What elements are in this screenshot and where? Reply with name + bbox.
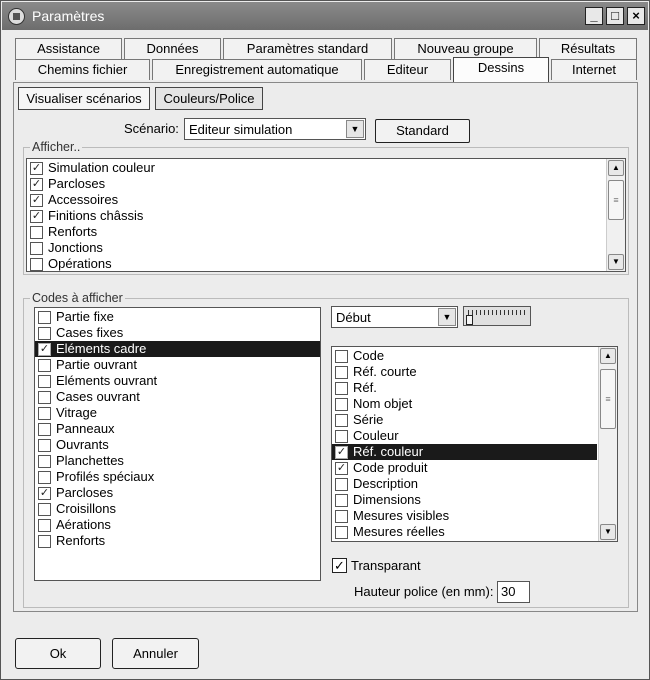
list-item[interactable] [332, 492, 597, 508]
checkbox[interactable]: ✓ [31, 194, 42, 206]
list-item-label: Finitions châssis [48, 208, 144, 223]
checkbox[interactable] [38, 375, 51, 388]
checkbox[interactable]: ✓ [39, 487, 50, 499]
list-item[interactable] [35, 469, 320, 485]
tab-parametres-standard[interactable]: Paramètres standard [223, 38, 392, 59]
checkbox[interactable]: ✓ [31, 162, 42, 174]
font-height-label: Hauteur police (en mm): [354, 584, 494, 599]
checkbox[interactable] [335, 414, 348, 427]
list-item-label: Réf. courte [353, 364, 417, 379]
scenario-value: Editeur simulation [189, 122, 293, 137]
checkbox[interactable]: ✓ [336, 462, 347, 474]
slider-knob[interactable] [466, 315, 473, 325]
list-item-label: Vitrage [56, 405, 97, 420]
checkbox[interactable] [335, 478, 348, 491]
list-item-label: Croisillons [56, 501, 116, 516]
list-item[interactable] [35, 357, 320, 373]
standard-button[interactable]: Standard [375, 119, 470, 143]
list-item[interactable] [332, 428, 597, 444]
list-item-label: Accessoires [48, 192, 119, 207]
list-item[interactable] [35, 437, 320, 453]
chevron-down-icon[interactable]: ▼ [438, 308, 456, 326]
tab-resultats[interactable]: Résultats [539, 38, 637, 59]
checkbox[interactable] [38, 359, 51, 372]
checkbox[interactable] [38, 455, 51, 468]
list-item-label: Description [353, 476, 419, 491]
list-item-label: Cases fixes [56, 325, 124, 340]
checkbox[interactable] [30, 258, 43, 271]
ok-button[interactable]: Ok [15, 638, 101, 669]
list-item[interactable] [35, 405, 320, 421]
list-item-label: Jonctions [48, 240, 103, 255]
list-item[interactable] [27, 160, 607, 176]
list-item[interactable] [35, 373, 320, 389]
transparent-label: Transparant [351, 558, 421, 573]
checkbox[interactable] [335, 398, 348, 411]
tab-assistance[interactable]: Assistance [15, 38, 122, 59]
list-item-label: Panneaux [56, 421, 115, 436]
list-item-label: Mesures visibles [353, 508, 450, 523]
checkbox[interactable] [335, 382, 348, 395]
list-item[interactable] [332, 524, 597, 540]
font-height-input[interactable]: 30 [497, 581, 530, 603]
position-value: Début [336, 310, 371, 325]
checkbox[interactable] [38, 327, 51, 340]
list-item[interactable] [332, 396, 597, 412]
subtab-couleurs-police[interactable]: Couleurs/Police [155, 87, 263, 110]
checkbox[interactable] [335, 526, 348, 539]
afficher-scrollbar[interactable] [606, 159, 625, 271]
list-item[interactable] [35, 501, 320, 517]
checkbox[interactable]: ✓ [39, 343, 50, 355]
scroll-up-icon[interactable]: ▲ [608, 160, 624, 176]
list-item-label: Réf. couleur [353, 444, 424, 459]
cancel-button[interactable]: Annuler [112, 638, 199, 669]
close-button[interactable]: × [627, 7, 645, 25]
fields-scrollbar[interactable] [598, 347, 617, 541]
checkbox[interactable] [30, 242, 43, 255]
checkbox[interactable]: ✓ [336, 446, 347, 458]
position-select[interactable] [331, 306, 458, 328]
list-item-label: Renforts [48, 224, 98, 239]
list-item[interactable] [27, 240, 607, 256]
checkbox[interactable] [38, 391, 51, 404]
list-item-label: Parcloses [56, 485, 114, 500]
list-item[interactable] [27, 192, 607, 208]
afficher-list [26, 158, 626, 272]
list-item[interactable] [332, 348, 597, 364]
list-item[interactable] [35, 421, 320, 437]
subtab-visualiser-scenarios[interactable]: Visualiser scénarios [18, 87, 150, 110]
list-item[interactable] [27, 208, 607, 224]
checkbox[interactable] [335, 366, 348, 379]
codes-element-list [34, 307, 321, 581]
checkbox[interactable] [38, 423, 51, 436]
tab-nouveau-groupe[interactable]: Nouveau groupe [394, 38, 537, 59]
minimize-button[interactable]: _ [585, 7, 603, 25]
list-item[interactable] [332, 364, 597, 380]
tab-editeur[interactable]: Editeur [364, 59, 451, 80]
app-icon [8, 8, 25, 25]
scenario-label: Scénario: [124, 121, 179, 136]
checkbox[interactable] [38, 503, 51, 516]
list-item-label: Planchettes [56, 453, 124, 468]
list-item-label: Simulation couleur [48, 160, 155, 175]
checkbox[interactable] [38, 519, 51, 532]
transparent-checkbox[interactable]: ✓ [332, 558, 347, 573]
list-item-label: Eléments ouvrant [56, 373, 158, 388]
checkbox[interactable] [38, 407, 51, 420]
scroll-up-icon[interactable]: ▲ [600, 348, 616, 364]
list-item[interactable] [35, 325, 320, 341]
list-item-label: Cases ouvrant [56, 389, 140, 404]
list-item-label: Code [353, 348, 385, 363]
tab-enregistrement-automatique[interactable]: Enregistrement automatique [152, 59, 362, 80]
checkbox[interactable]: ✓ [31, 178, 42, 190]
slider-ticks [468, 310, 526, 315]
list-item-label: Ouvrants [56, 437, 109, 452]
list-item[interactable] [332, 476, 597, 492]
tab-dessins[interactable]: Dessins [453, 57, 549, 83]
list-item[interactable] [332, 444, 597, 460]
size-slider[interactable] [463, 306, 531, 326]
list-item-label: Réf. [353, 380, 377, 395]
scroll-thumb[interactable]: ≡ [608, 180, 624, 220]
list-item[interactable] [27, 224, 607, 240]
list-item-label: Parcloses [48, 176, 106, 191]
list-item-label: Nom objet [353, 396, 413, 411]
list-item-label: Série [353, 412, 384, 427]
checkbox[interactable] [335, 494, 348, 507]
list-item[interactable] [332, 380, 597, 396]
afficher-group-label: Afficher.. [32, 140, 81, 154]
list-item-label: Couleur [353, 428, 399, 443]
list-item[interactable] [27, 176, 607, 192]
list-item-label: Partie ouvrant [56, 357, 137, 372]
checkbox[interactable]: ✓ [31, 210, 42, 222]
list-item-label: Renforts [56, 533, 106, 548]
list-item[interactable] [332, 508, 597, 524]
checkbox[interactable] [335, 350, 348, 363]
tab-donnees[interactable]: Données [124, 38, 221, 59]
list-item-label: Code produit [353, 460, 428, 475]
list-item[interactable] [35, 389, 320, 405]
list-item[interactable] [35, 485, 320, 501]
list-item-label: Dimensions [353, 492, 421, 507]
checkbox[interactable] [38, 471, 51, 484]
list-item[interactable] [27, 256, 607, 272]
title-bar [2, 2, 648, 30]
list-item[interactable] [35, 453, 320, 469]
list-item-label: Mesures réelles [353, 524, 445, 539]
list-item-label: Partie fixe [56, 309, 114, 324]
checkbox[interactable] [335, 430, 348, 443]
checkbox[interactable] [38, 439, 51, 452]
list-item-label: Aérations [56, 517, 111, 532]
chevron-down-icon[interactable]: ▼ [346, 120, 364, 138]
list-item[interactable] [35, 309, 320, 325]
list-item[interactable] [35, 533, 320, 549]
maximize-button[interactable]: □ [606, 7, 624, 25]
scroll-down-icon[interactable]: ▼ [600, 524, 616, 540]
list-item[interactable] [332, 412, 597, 428]
list-item[interactable] [35, 341, 320, 357]
checkbox[interactable] [38, 311, 51, 324]
scroll-thumb[interactable]: ≡ [600, 369, 616, 429]
list-item[interactable] [332, 460, 597, 476]
scroll-down-icon[interactable]: ▼ [608, 254, 624, 270]
list-item[interactable] [35, 517, 320, 533]
list-item-label: Eléments cadre [56, 341, 147, 356]
list-item-label: Profilés spéciaux [56, 469, 155, 484]
checkbox[interactable] [38, 535, 51, 548]
tab-internet[interactable]: Internet [551, 59, 637, 80]
codes-field-list [331, 346, 618, 542]
list-item-label: Opérations [48, 256, 112, 271]
tab-chemins-fichier[interactable]: Chemins fichier [15, 59, 150, 80]
scenario-select[interactable] [184, 118, 366, 140]
window-title: Paramètres [32, 8, 105, 24]
codes-group-label: Codes à afficher [32, 291, 123, 305]
checkbox[interactable] [335, 510, 348, 523]
checkbox[interactable] [30, 226, 43, 239]
